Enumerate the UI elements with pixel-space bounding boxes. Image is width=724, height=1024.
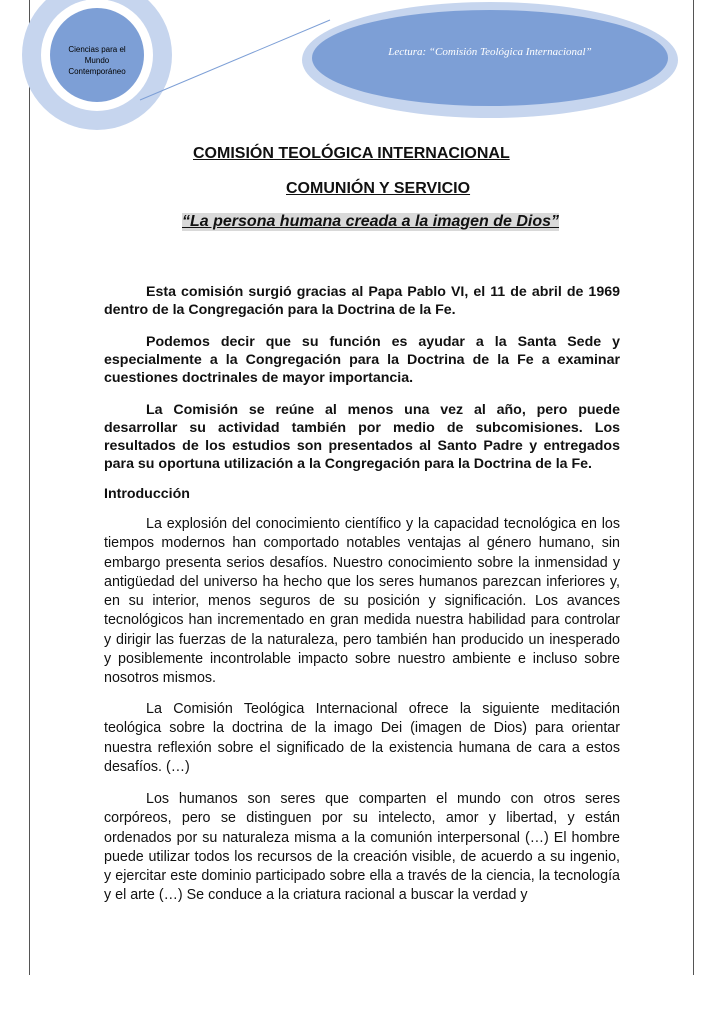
section-heading: Introducción	[104, 486, 190, 502]
document-title: COMISIÓN TEOLÓGICA INTERNACIONAL	[193, 145, 510, 162]
badge-line1: Ciencias para el	[68, 45, 126, 54]
intro-paragraph: Podemos decir que su función es ayudar a la Santa Sede y especialmente a la Congregación para la Doctrina de la Fe a examinar cuestiones doctrinales de mayor importancia.	[104, 334, 620, 386]
banner-inner-ellipse	[312, 10, 668, 106]
intro-paragraph: Esta comisión surgió gracias al Papa Pablo VI, el 11 de abril de 1969 dentro de la Congregación para la Doctrina de la Fe.	[104, 284, 620, 318]
course-badge	[64, 44, 130, 77]
body-paragraph: Los humanos son seres que comparten el mundo con otros seres corpóreos, pero se distinguen por su intelecto, amor y libertad, y están ordenados por su naturaleza misma a la comunión interpersonal (…) El hombre puede utilizar todos los recursos de la creación visible, de acuerdo a su ingenio, y ejercitar este dominio participado sobre ella a través de la ciencia, la tecnología y el arte (…) Se conduce a la criatura racional a buscar la verdad y	[104, 791, 620, 904]
intro-paragraph: La Comisión se reúne al menos una vez al año, pero puede desarrollar su actividad también por medio de subcomisiones. Los resultados de los estudios son presentados al Santo Padre y entregados para su oportuna utilización a la Congregación para la Doctrina de la Fe.	[104, 402, 620, 472]
badge-line3: Contemporáneo	[68, 67, 126, 76]
right-margin-rule	[693, 0, 694, 975]
reading-title: Lectura: “Comisión Teológica Internacional”	[388, 46, 592, 58]
document-quote-title: “La persona humana creada a la imagen de Dios”	[182, 213, 560, 230]
left-margin-rule	[29, 0, 30, 975]
body-paragraph: La Comisión Teológica Internacional ofrece la siguiente meditación teológica sobre la doctrina de la imago Dei (imagen de Dios) para orientar nuestra reflexión sobre el significado de la existencia humana de cara a estos desafíos. (…)	[104, 701, 620, 775]
body-paragraph: La explosión del conocimiento científico y la capacidad tecnológica en los tiempos modernos han comportado notables ventajas al género humano, sin embargo presenta serios desafíos. Nuestro conocimiento sobre la inmensidad y antigüedad del universo ha hecho que los seres humanos parezcan inferiores y, en su interior, menos seguros de su posición y significación. Los avances tecnológicos han incrementado en gran medida nuestra habilidad para controlar y dirigir las fuerzas de la naturaleza, pero también han producido un inesperado y posiblemente incontrolable impacto sobre nuestro ambiente e incluso sobre nosotros mismos.	[104, 516, 620, 687]
badge-line2: Mundo	[84, 56, 110, 65]
document-subtitle: COMUNIÓN Y SERVICIO	[286, 180, 471, 197]
